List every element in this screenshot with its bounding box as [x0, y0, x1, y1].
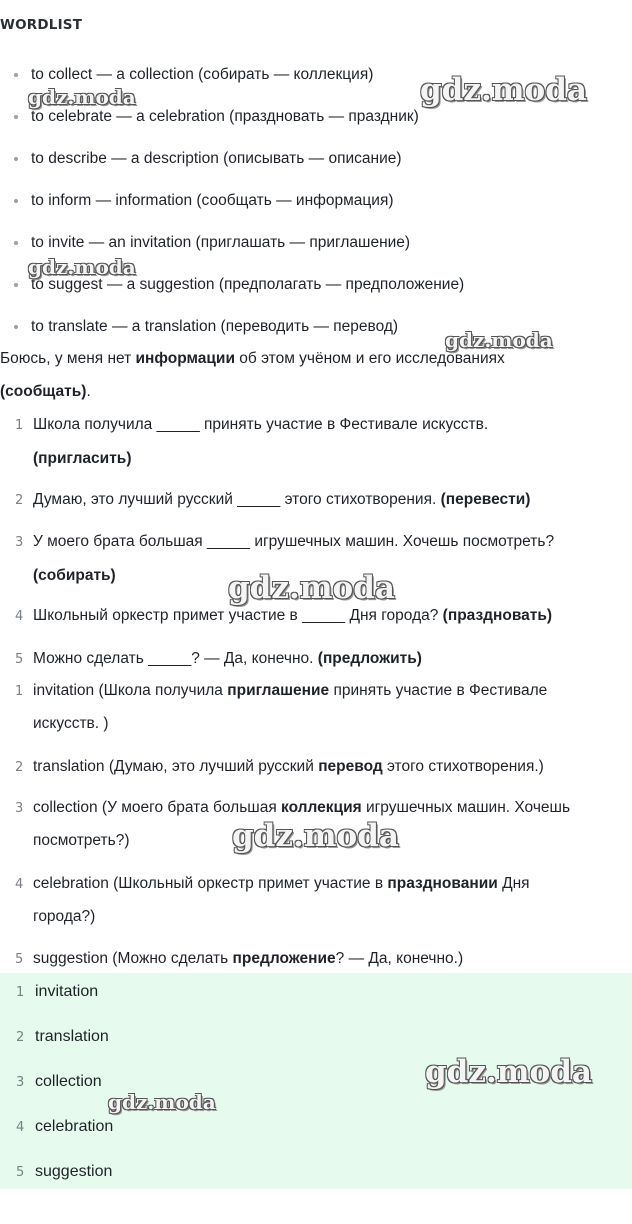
exercise-number: 1	[15, 418, 24, 433]
exercise-number: 2	[15, 493, 24, 508]
wordlist-item	[14, 150, 402, 168]
bullet-icon	[14, 325, 18, 329]
exercise-text: У моего брата большая _____ игрушечных машин. Хочешь посмотреть?	[33, 533, 555, 550]
answer-number: 4	[16, 1120, 25, 1135]
wordlist-item-text: to describe — a description (описывать — описание)	[31, 150, 402, 167]
solution-number: 1	[15, 684, 24, 699]
solution-continuation: города?)	[33, 908, 96, 925]
solution-text: invitation (Школа получила	[33, 682, 228, 699]
exercise-number: 3	[15, 535, 24, 550]
bullet-icon	[14, 283, 18, 287]
bullet-icon	[14, 115, 18, 119]
solution-text: translation (Думаю, это лучший русский	[33, 758, 319, 775]
answer-number: 3	[16, 1075, 25, 1090]
solution-text: этого стихотворения.)	[382, 758, 544, 775]
watermark: gdz.moda	[28, 85, 136, 109]
answer-word: suggestion	[35, 1163, 113, 1180]
example-sentence	[0, 350, 505, 368]
wordlist-item	[14, 192, 394, 210]
solution-text: Дня	[497, 875, 530, 892]
wordlist-item-text: to collect — a collection (собирать — коллекция)	[31, 66, 374, 83]
exercise-number: 4	[15, 609, 24, 624]
exercise-text: Школьный оркестр примет участие в _____ Дня города?	[33, 607, 443, 624]
exercise-text: Школа получила _____ принять участие в Фестивале искусств.	[33, 416, 489, 433]
exercise-line	[33, 650, 422, 668]
answer-box	[0, 973, 632, 1189]
watermark: gdz.moda	[445, 328, 553, 352]
answer-number: 5	[16, 1165, 25, 1180]
answer-number: 1	[16, 985, 25, 1000]
exercise-hint-text: (перевести)	[440, 491, 531, 508]
solution-number: 4	[15, 877, 24, 892]
example-hint	[0, 383, 91, 401]
wordlist-item-text: to translate — a translation (переводить — перевод)	[31, 318, 399, 335]
solution-line	[33, 682, 547, 700]
exercise-hint	[33, 567, 116, 585]
example-period: .	[86, 383, 91, 400]
solution-text: ? — Да, конечно.)	[335, 950, 464, 967]
solution-line	[33, 799, 570, 817]
wordlist-item-text: to suggest — a suggestion (предполагать — предположение)	[31, 276, 465, 293]
bullet-icon	[14, 241, 18, 245]
exercise-text: Думаю, это лучший русский _____ этого стихотворения.	[33, 491, 441, 508]
bullet-icon	[14, 73, 18, 77]
wordlist-item	[14, 276, 464, 294]
solution-text: suggestion (Можно сделать	[33, 950, 233, 967]
exercise-hint-text: (предложить)	[317, 650, 422, 667]
example-bold-word: информации	[135, 350, 235, 367]
exercise-line	[33, 607, 552, 625]
bullet-icon	[14, 157, 18, 161]
solution-continuation: посмотреть?)	[33, 832, 130, 849]
example-text: об этом учёном и его исследованиях	[234, 350, 505, 367]
exercise-hint-text: (собирать)	[33, 567, 116, 584]
solution-number: 2	[15, 760, 24, 775]
solution-bold-word: перевод	[318, 758, 383, 775]
solution-bold-word: праздновании	[387, 875, 498, 892]
solution-text: принять участие в Фестивале	[329, 682, 548, 699]
exercise-text: Можно сделать _____? — Да, конечно.	[33, 650, 318, 667]
solution-text: collection (У моего брата большая	[33, 799, 282, 816]
solution-text: игрушечных машин. Хочешь	[361, 799, 571, 816]
watermark: gdz.moda	[228, 570, 395, 606]
solution-bold-word: приглашение	[227, 682, 330, 699]
solution-number: 5	[15, 952, 24, 967]
solution-text: celebration (Школьный оркестр примет участие в	[33, 875, 388, 892]
watermark: gdz.moda	[28, 255, 136, 279]
solution-line	[33, 758, 544, 776]
watermark: gdz.moda	[420, 72, 587, 108]
solution-line	[33, 950, 463, 968]
watermark: gdz.moda	[232, 818, 399, 854]
example-text: Боюсь, у меня нет	[0, 350, 136, 367]
solution-continuation: искусств. )	[33, 715, 109, 732]
exercise-number: 5	[15, 652, 24, 667]
answer-word: collection	[35, 1073, 102, 1090]
wordlist-item-text: to invite — an invitation (приглашать — приглашение)	[31, 234, 411, 251]
solution-number: 3	[15, 801, 24, 816]
watermark: gdz.moda	[108, 1090, 216, 1114]
solution-bold-word: коллекция	[281, 799, 362, 816]
wordlist-item	[14, 66, 373, 84]
answer-number: 2	[16, 1030, 25, 1045]
wordlist-item	[14, 234, 410, 252]
wordlist-item	[14, 108, 419, 126]
exercise-hint	[33, 450, 132, 468]
exercise-hint-text: (праздновать)	[442, 607, 553, 624]
watermark: gdz.moda	[425, 1054, 592, 1090]
exercise-line	[33, 491, 530, 509]
answer-word: translation	[35, 1028, 109, 1045]
solution-line	[33, 875, 530, 893]
wordlist-item-text: to inform — information (сообщать — информация)	[31, 192, 394, 209]
bullet-icon	[14, 199, 18, 203]
wordlist-heading: WORDLIST	[0, 17, 83, 33]
exercise-hint-text: (пригласить)	[33, 450, 132, 467]
wordlist-item	[14, 318, 398, 336]
answer-word: celebration	[35, 1118, 114, 1135]
example-hint-text: (сообщать)	[0, 383, 87, 400]
answer-word: invitation	[35, 983, 99, 1000]
solution-bold-word: предложение	[232, 950, 336, 967]
wordlist-item-text: to celebrate — a celebration (праздновать — праздник)	[31, 108, 419, 125]
